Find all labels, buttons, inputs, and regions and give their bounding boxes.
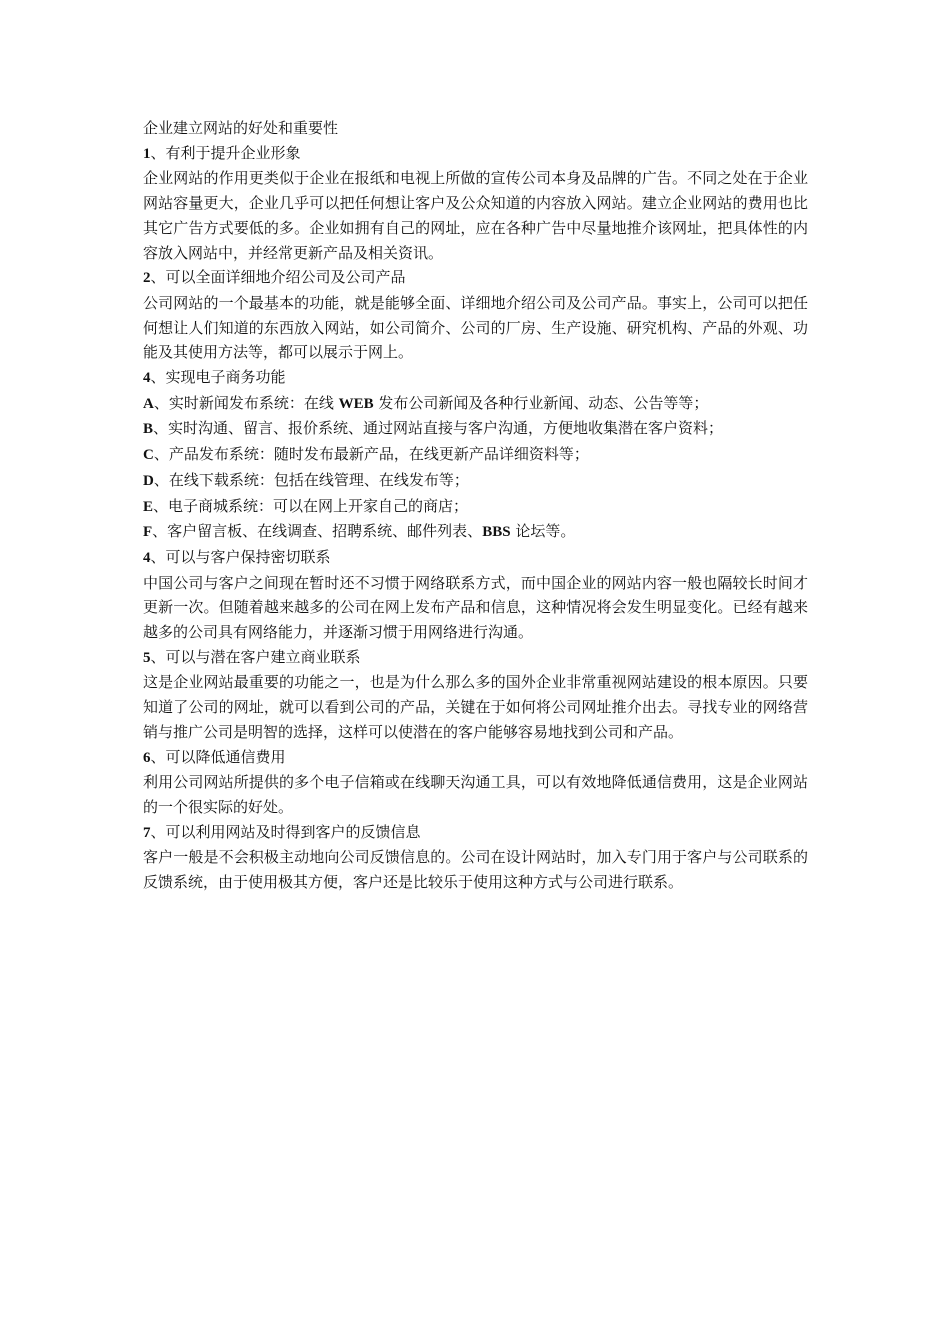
list-item-term: BBS: [482, 524, 511, 541]
list-item: [143, 442, 808, 468]
list-item-letter: A: [143, 395, 154, 412]
list-item: [143, 468, 808, 494]
list-item-text: 、电子商城系统：可以在网上开家自己的商店；: [153, 496, 469, 515]
section-number: 2: [143, 270, 151, 287]
section-heading: [143, 745, 808, 771]
section-heading-text: 、有利于提升企业形象: [150, 143, 301, 162]
list-item-text: 、在线下载系统：包括在线管理、在线发布等；: [153, 470, 469, 489]
section-paragraph: 利用公司网站所提供的多个电子信箱或在线聊天沟通工具，可以有效地降低通信费用，这是企业网站的一个很实际的好处。: [143, 773, 808, 816]
section-heading-text: 、可以全面详细地介绍公司及公司产品: [150, 268, 406, 287]
section-paragraph: 客户一般是不会积极主动地向公司反馈信息的。公司在设计网站时，加入专门用于客户与公司联系的反馈系统，由于使用极其方便，客户还是比较乐于使用这种方式与公司进行联系。: [143, 848, 808, 892]
list-item: [143, 519, 808, 545]
section-heading: [143, 365, 808, 391]
section-number: 1: [143, 145, 151, 162]
section-heading: [143, 820, 808, 846]
section-heading-text: 、可以降低通信费用: [150, 747, 286, 766]
list-item-text: 论坛等。: [510, 522, 576, 541]
list-item-text: 、实时新闻发布系统：在线: [153, 393, 339, 412]
section-heading-text: 、可以与客户保持密切联系: [150, 547, 331, 566]
section-paragraph: 这是企业网站最重要的功能之一，也是为什么那么多的国外企业非常重视网站建设的根本原因。只要知道了公司的网址，就可以看到公司的产品，关键在于如何将公司网址推介出去。寻找专业的网络营销与推广公司是明智的选择，这样可以使潜在的客户能够容易地找到公司和产品。: [143, 673, 808, 741]
list-item-term: WEB: [338, 395, 374, 412]
list-item-letter: E: [143, 498, 154, 515]
section-heading-text: 、实现电子商务功能: [150, 368, 286, 387]
list-item-text: 发布公司新闻及各种行业新闻、动态、公告等等；: [373, 393, 709, 412]
section-heading: [143, 645, 808, 671]
list-item: [143, 494, 808, 520]
list-item: [143, 416, 808, 442]
section-paragraph: 企业网站的作用更类似于企业在报纸和电视上所做的宣传公司本身及品牌的广告。不同之处在于企业网站容量更大，企业几乎可以把任何想让客户及公众知道的内容放入网站。建立企业网站的费用也比其它广告方式要低的多。企业如拥有自己的网址，应在各种广告中尽量地推介该网址，把具体性的内容放入网站中，并经常更新产品及相关资讯。: [143, 169, 808, 262]
list-item-letter: B: [143, 421, 154, 438]
document-title: 企业建立网站的好处和重要性: [143, 119, 339, 137]
section-number: 5: [143, 649, 151, 666]
section-heading: [143, 265, 808, 291]
section-heading-text: 、可以利用网站及时得到客户的反馈信息: [150, 822, 421, 841]
list-item-text: 、客户留言板、在线调查、招聘系统、邮件列表、: [152, 522, 483, 541]
document-body: [143, 116, 808, 895]
list-item-letter: C: [143, 447, 154, 464]
section-heading: [143, 545, 808, 571]
section-number: 6: [143, 749, 151, 766]
list-item-text: 、实时沟通、留言、报价系统、通过网站直接与客户沟通，方便地收集潜在客户资料；: [153, 419, 724, 438]
section-paragraph: 公司网站的一个最基本的功能，就是能够全面、详细地介绍公司及公司产品。事实上，公司可以把任何想让人们知道的东西放入网站，如公司简介、公司的厂房、生产设施、研究机构、产品的外观、功能及其使用方法等，都可以展示于网上。: [143, 293, 808, 362]
section-number: 4: [143, 549, 151, 566]
section-number: 4: [143, 370, 151, 387]
section-number: 7: [143, 824, 151, 841]
section-heading-text: 、可以与潜在客户建立商业联系: [150, 647, 361, 666]
list-item: [143, 391, 808, 417]
list-item-text: 、产品发布系统：随时发布最新产品，在线更新产品详细资料等；: [153, 445, 589, 464]
section-heading: [143, 141, 808, 167]
list-item-letter: D: [143, 472, 154, 489]
list-item-letter: F: [143, 524, 153, 541]
section-paragraph: 中国公司与客户之间现在暂时还不习惯于网络联系方式，而中国企业的网站内容一般也隔较长时间才更新一次。但随着越来越多的公司在网上发布产品和信息，这种情况将会发生明显变化。已经有越来越多的公司具有网络能力，并逐渐习惯于用网络进行沟通。: [143, 573, 808, 642]
